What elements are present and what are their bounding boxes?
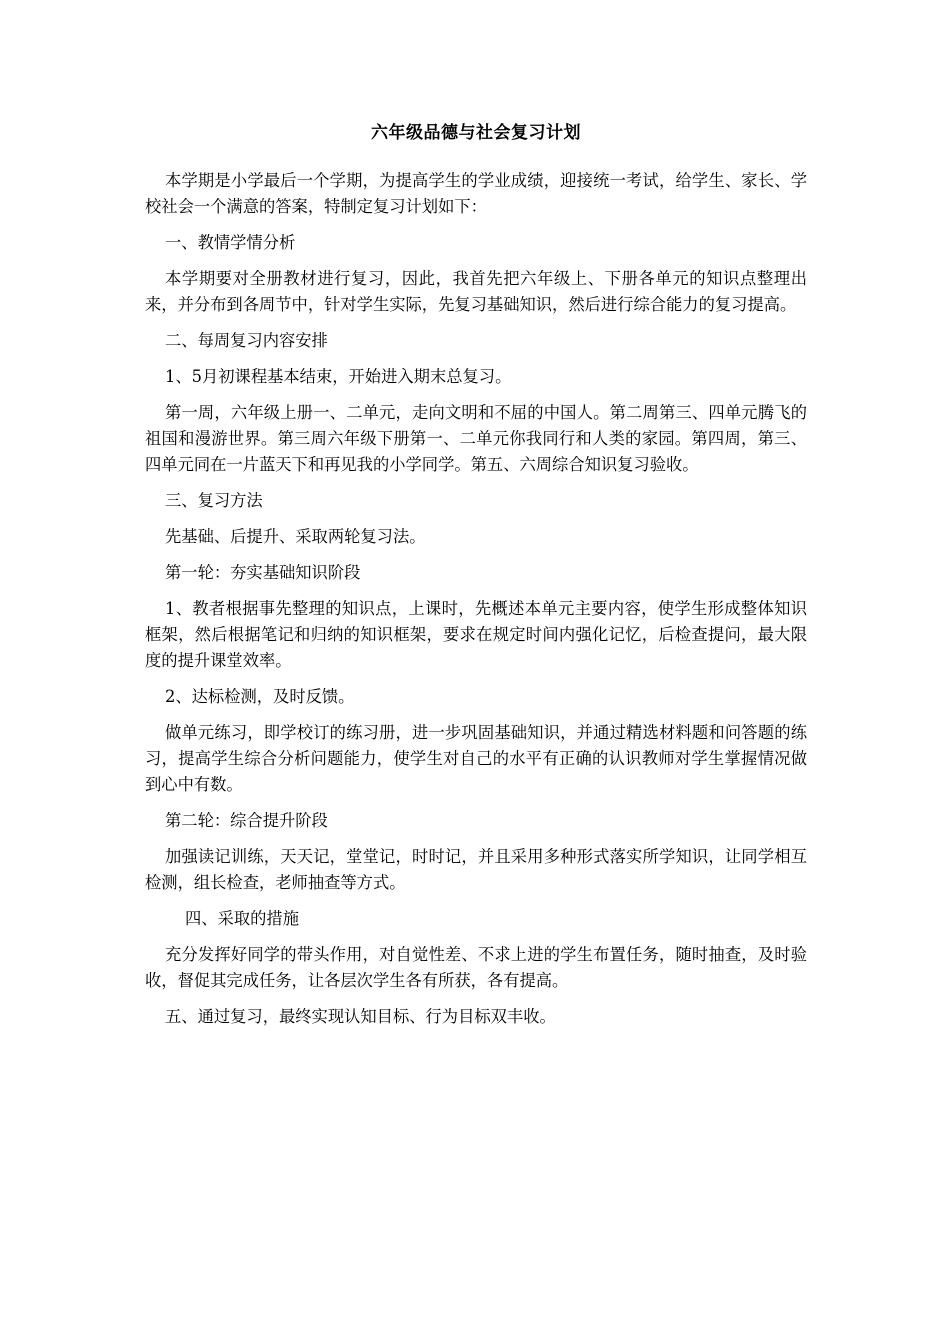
section-heading-goals: 五、通过复习，最终实现认知目标、行为目标双丰收。 bbox=[165, 1007, 556, 1026]
section-heading-methods: 三、复习方法 bbox=[165, 491, 263, 510]
round-one-heading: 第一轮：夯实基础知识阶段 bbox=[165, 563, 361, 582]
round-one-item-2: 2、达标检测，及时反馈。 bbox=[165, 687, 355, 706]
round-one-practice: 做单元练习，即学校订的练习册，进一步巩固基础知识，并通过精选材料题和问答题的练习，提高学生综合分析问题能力，使学生对自己的水平有正确的认识教师对学生掌握情况做到心中有数。 bbox=[145, 723, 807, 794]
analysis-paragraph: 本学期要对全册教材进行复习，因此，我首先把六年级上、下册各单元的知识点整理出来，并分布到各周节中，针对学生实际，先复习基础知识，然后进行综合能力的复习提高。 bbox=[145, 269, 807, 314]
section-heading-weekly-plan: 二、每周复习内容安排 bbox=[165, 331, 328, 350]
section-heading-measures: 四、采取的措施 bbox=[185, 909, 299, 928]
round-one-item-1: 1、教者根据事先整理的知识点，上课时，先概述本单元主要内容，使学生形成整体知识框架，然后根据笔记和归纳的知识框架，要求在规定时间内强化记忆，后检查提问，最大限度的提升课堂效率。 bbox=[145, 599, 807, 670]
intro-paragraph: 本学期是小学最后一个学期，为提高学生的学业成绩，迎接统一考试，给学生、家长、学校社会一个满意的答案，特制定复习计划如下： bbox=[145, 171, 807, 216]
round-two-paragraph: 加强读记训练，天天记，堂堂记，时时记，并且采用多种形式落实所学知识，让同学相互检测，组长检查，老师抽查等方式。 bbox=[145, 847, 807, 892]
weekly-plan-item-1: 1、5月初课程基本结束，开始进入期末总复习。 bbox=[165, 367, 512, 386]
document-title: 六年级品德与社会复习计划 bbox=[371, 123, 581, 143]
section-heading-analysis: 一、教情学情分析 bbox=[165, 233, 296, 252]
measures-paragraph: 充分发挥好同学的带头作用，对自觉性差、不求上进的学生布置任务，随时抽查，及时验收，督促其完成任务，让各层次学生各有所获，各有提高。 bbox=[145, 945, 807, 990]
weekly-schedule-paragraph: 第一周，六年级上册一、二单元，走向文明和不屈的中国人。第二周第三、四单元腾飞的祖国和漫游世界。第三周六年级下册第一、二单元你我同行和人类的家园。第四周，第三、四单元同在一片蓝天下和再见我的小学同学。第五、六周综合知识复习验收。 bbox=[145, 403, 807, 474]
document-page bbox=[145, 120, 807, 1040]
methods-summary: 先基础、后提升、采取两轮复习法。 bbox=[165, 527, 426, 546]
round-two-heading: 第二轮：综合提升阶段 bbox=[165, 811, 328, 830]
